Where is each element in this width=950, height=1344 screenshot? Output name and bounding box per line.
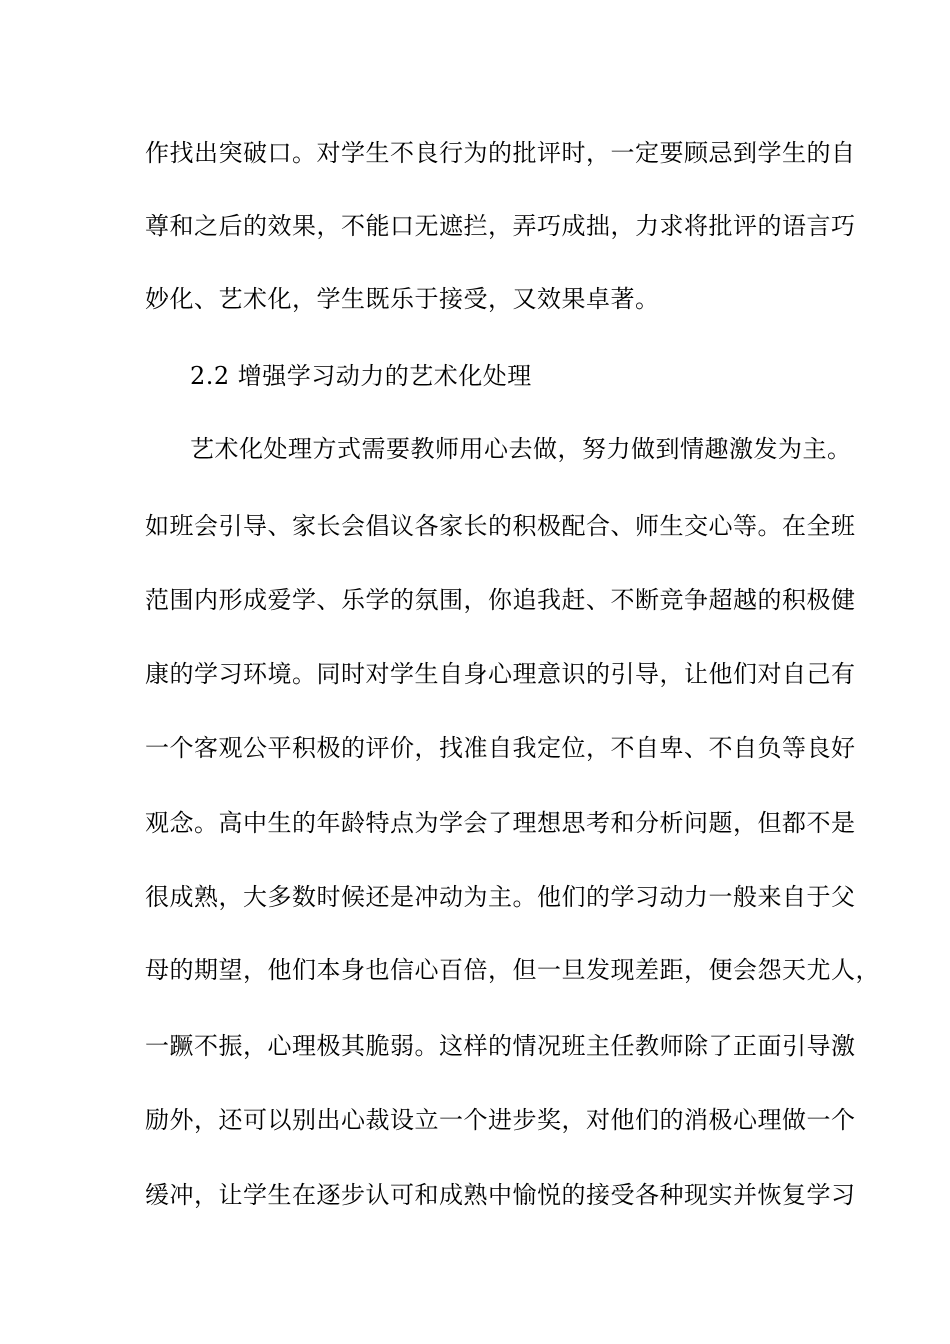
paragraph-line: 作找出突破口。对学生不良行为的批评时，一定要顾忌到学生的自 <box>145 139 856 167</box>
paragraph-line: 一个客观公平积极的评价，找准自我定位，不自卑、不自负等良好 <box>145 734 856 762</box>
paragraph-line: 很成熟，大多数时候还是冲动为主。他们的学习动力一般来自于父 <box>145 883 856 911</box>
paragraph-line: 康的学习环境。同时对学生自身心理意识的引导，让他们对自己有 <box>145 660 856 688</box>
section-heading: 2.2 增强学习动力的艺术化处理 <box>190 362 532 390</box>
paragraph-line: 缓冲，让学生在逐步认可和成熟中愉悦的接受各种现实并恢复学习 <box>145 1181 856 1209</box>
paragraph-line: 观念。高中生的年龄特点为学会了理想思考和分析问题，但都不是 <box>145 809 856 837</box>
paragraph-line: 艺术化处理方式需要教师用心去做，努力做到情趣激发为主。 <box>190 435 852 463</box>
paragraph-line: 妙化、艺术化，学生既乐于接受，又效果卓著。 <box>145 285 660 313</box>
paragraph-line: 尊和之后的效果，不能口无遮拦，弄巧成拙，力求将批评的语言巧 <box>145 212 856 240</box>
paragraph-line: 励外，还可以别出心裁设立一个进步奖，对他们的消极心理做一个 <box>145 1106 856 1134</box>
paragraph-line: 母的期望，他们本身也信心百倍，但一旦发现差距，便会怨天尤人， <box>145 956 880 984</box>
paragraph-line: 如班会引导、家长会倡议各家长的积极配合、师生交心等。在全班 <box>145 512 856 540</box>
paragraph-line: 一蹶不振，心理极其脆弱。这样的情况班主任教师除了正面引导激 <box>145 1032 856 1060</box>
paragraph-line: 范围内形成爱学、乐学的氛围，你追我赶、不断竞争超越的积极健 <box>145 586 856 614</box>
